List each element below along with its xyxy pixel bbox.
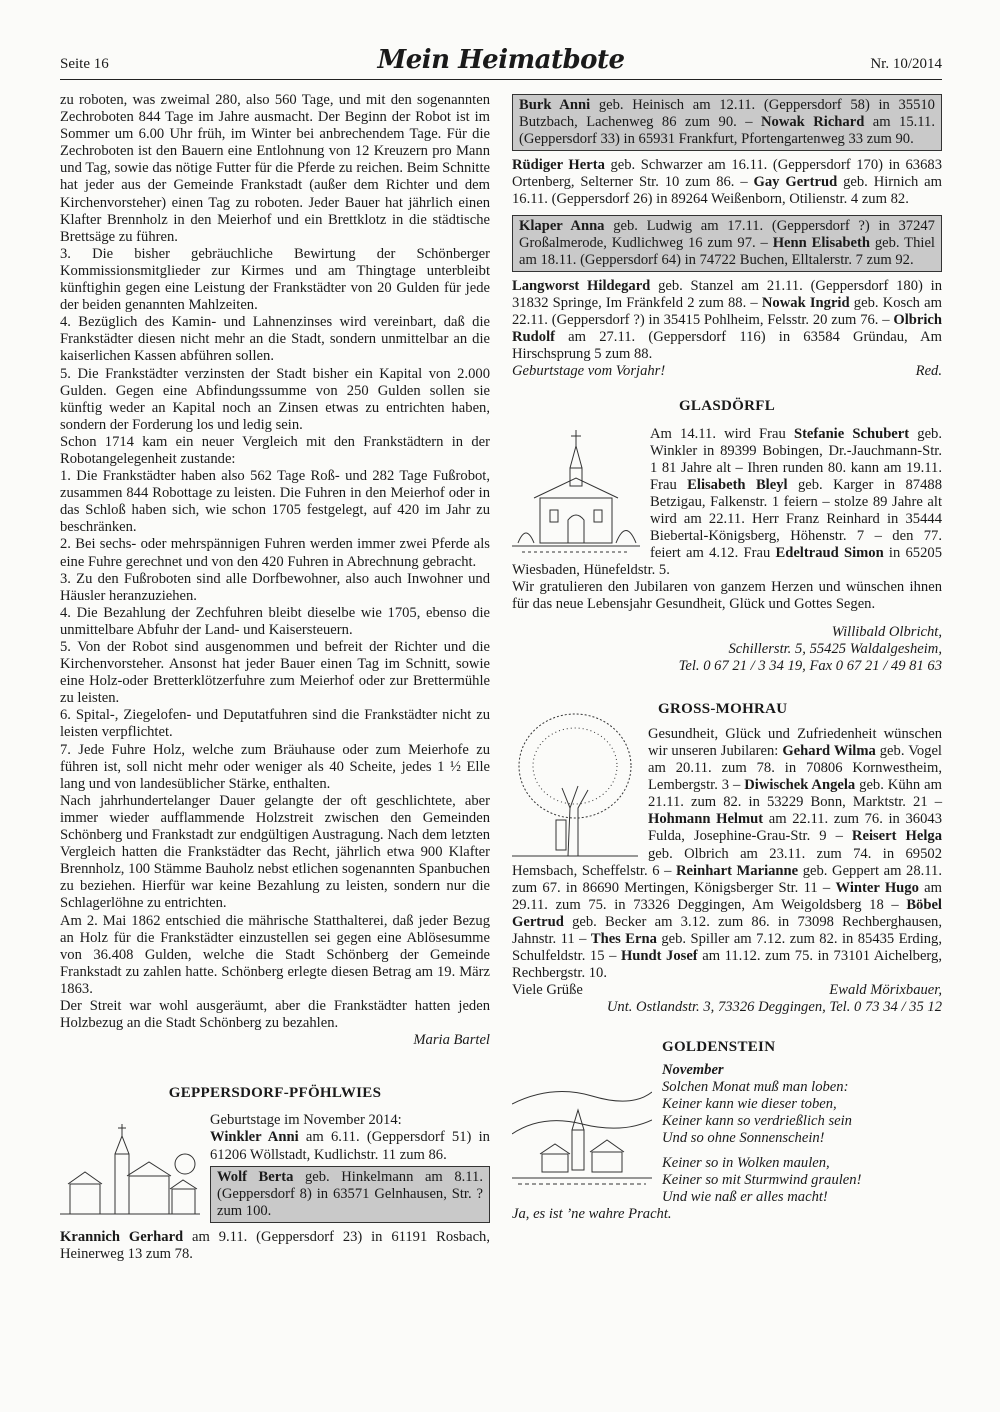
- signature-address: Unt. Ostlandstr. 3, 73326 Deggingen, Tel. 0 73 34 / 35 12: [606, 999, 942, 1016]
- paragraph: Am 2. Mai 1862 entschied die mährische Statthalterei, daß jeder Bezug an Holz für die Frankstädter einzustellen sei gegen eine Ablösesumme von 36.408 Gulden, welche die Stadt Schönberg der Gemeinde Frankstadt zu zahlen hatte. Schönberg erlegte diesen Betrag am 19. März 1863.: [60, 912, 490, 997]
- section-title-gross-mohrau: GROSS-MOHRAU: [658, 700, 788, 717]
- paragraph: 2. Bei sechs- oder mehrspännigen Fuhren werden immer zwei Pferde als eine Fuhre gerechnet und von den 420 Fuhren in Abrechnung gebracht.: [60, 536, 490, 570]
- glasdoerfl-text: Am 14.11. wird Frau Stefanie Schubert geb. Winkler in 89399 Bobingen, Dr.-Jauchmann-Str. 1 81 Jahre alt – Ihren runden 80. kann am 19.11. Frau Elisabeth Bleyl geb. Karger in 87488 Betzigau, Falkenstr. 1 feiern – stolze 89 Jahre alt wird am 22.11. Herr Franz Reinhard in 35444 Biebertal-Königsberg, Höhenstr. 7 – den 77. feiert am 4.12. Frau Edeltraud Simon in 65205 Wiesbaden, Hünefeldstr. 5.: [512, 425, 942, 579]
- poem-line: Ja, es ist ’ne wahre Pracht.: [512, 1206, 672, 1223]
- left-column: [60, 92, 490, 1263]
- jubilar-name: Nowak Richard: [761, 114, 865, 131]
- author-signature: Maria Bartel: [413, 1032, 490, 1049]
- jubilar-name: Rüdiger Herta: [512, 157, 605, 174]
- paragraph: Der Streit war wohl ausgeräumt, aber die Frankstädter hatten jeden Holzbezug an die Stadt Schönberg zu bezahlen.: [60, 997, 490, 1032]
- paragraph: Schon 1714 kam ein neuer Vergleich mit den Frankstädtern in der Robotangelegenheit zustande:: [60, 433, 490, 467]
- paragraph: 5. Die Frankstädter verzinsten der Stadt bisher ein Kapital von 2.000 Gulden. Gegen eine Abfindungssumme von 250 Gulden sollen sie künftig weder an Kapital noch an Zinsen etwas zu entrichten haben, sondern der Forderung los und ledig sein.: [60, 365, 490, 433]
- tree-illustration: [512, 708, 638, 858]
- village-church-illustration: [60, 1114, 200, 1224]
- poem-line: Und wie naß er alles macht!: [662, 1189, 828, 1206]
- section-title-geppersdorf: GEPPERSDORF-PFÖHLWIES: [168, 1085, 382, 1102]
- jubilar-name: Hundt Josef: [620, 948, 698, 965]
- paragraph: 4. Bezüglich des Kamin- und Lahnenzinses wird vereinbart, daß die Frankstädter diesen nicht mehr an die Stadt, sondern unmittelbar an die kaiserlichen Kassen abführen sollen.: [60, 314, 490, 365]
- poem-line: Und so ohne Sonnenschein!: [662, 1129, 825, 1146]
- entry-ruediger: Rüdiger Herta geb. Schwarzer am 16.11. (Geppersdorf 170) in 63683 Ortenberg, Selterner Str. 10 zum 86. – Gay Gertrud geb. Hirnich am 16.11. (Geppersdorf 26) in 89264 Weißenborn, Otilienstr. 4 zum 82.: [512, 157, 942, 208]
- jubilar-name: Edeltraud Simon: [775, 545, 884, 562]
- poem-line: Keiner kann so verdrießlich sein: [662, 1112, 852, 1129]
- highlight-box-burk: Burk Anni geb. Heinisch am 12.11. (Geppersdorf 58) in 35510 Butzbach, Lachenweg 86 zum 90. – Nowak Richard am 15.11. (Geppersdorf 33) in 65931 Frankfurt, Pfortengartenweg 33 zum 90.: [512, 94, 942, 151]
- masthead-title: Mein Heimatbote: [377, 45, 625, 75]
- jubilar-name: Diwischek Angela: [744, 777, 856, 794]
- jubilar-name: Krannich Gerhard: [60, 1228, 184, 1245]
- paragraph: 3. Die bisher gebräuchliche Bewirtung der Schönberger Kommissionsmitglieder zur Kirmes und am Thingtage unterbleibt künftighin gegen eine Leistung der Frankstädter von 20 Gulden für jede der beiden genannten Mahlzeiten.: [60, 245, 490, 314]
- signature-line: Willibald Olbricht,: [831, 623, 942, 640]
- paragraph: 6. Spital-, Ziegelofen- und Deputatfuhren sind die Frankstädter nicht zu leisten verpflichtet.: [60, 707, 490, 741]
- page-header: [60, 40, 942, 80]
- signature-phone: Tel. 0 67 21 / 3 34 19, Fax 0 67 21 / 49 81 63: [678, 657, 942, 674]
- paragraph: 7. Jede Fuhre Holz, welche zum Bräuhause oder zum Meierhofe zu führen ist, soll nicht mehr oder weniger als 40 Scheite, jedes 1 ½ Elle lang und von landesüblicher Stärke, enthalten.: [60, 741, 490, 792]
- signature-address: Schillerstr. 5, 55425 Waldalgesheim,: [728, 640, 942, 657]
- geppersdorf-block: [60, 1112, 490, 1263]
- chapel-illustration: [512, 428, 640, 556]
- jubilar-name: Reinhart Marianne: [676, 862, 799, 879]
- jubilar-name: Olbrich Rudolf: [512, 312, 942, 346]
- jubilar-name: Wolf Berta: [217, 1168, 294, 1185]
- poem-line: Keiner so mit Sturmwind graulen!: [662, 1172, 862, 1189]
- jubilar-name: Gehard Wilma: [782, 743, 876, 759]
- entry-langworst: Langworst Hildegard geb. Stanzel am 21.11. (Geppersdorf 180) in 31832 Springe, Im Fränkfeld 2 zum 88. – Nowak Ingrid geb. Kosch am 22.11. (Geppersdorf ?) in 35415 Pohlheim, Felsstr. 20 zum 76. – Olbrich Rudolf am 27.11. (Geppersdorf 116) in 63584 Gründau, Am Hirschsprung 5 zum 88.: [512, 277, 943, 363]
- jubilar-name: Henn Elisabeth: [772, 234, 870, 251]
- jubilar-name: Elisabeth Bleyl: [687, 476, 788, 493]
- editor-mark: Red.: [915, 363, 942, 380]
- jubilar-name: Thes Erna: [590, 931, 657, 948]
- issue-number: Nr. 10/2014: [870, 56, 942, 72]
- highlight-box-wolf: Wolf Berta geb. Hinkelmann am 8.11. (Geppersdorf 8) in 63571 Gelnhausen, Str. ? zum 100.: [210, 1166, 490, 1223]
- goldenstein-block: [512, 1062, 942, 1232]
- poem-line: Keiner so in Wolken maulen,: [662, 1155, 830, 1172]
- paragraph: 1. Die Frankstädter haben also 562 Tage Roß- und 282 Tage Fußrobot, zusammen 844 Robottage zu leisten. Die Fuhren in den Meierhof oder in das Schloß haben sich, wie schon 1705 festgelegt, auf 420 im Jahr zu beschränken.: [60, 468, 490, 536]
- vorjahr-note: Geburtstage vom Vorjahr!: [512, 363, 666, 380]
- poem-line: Keiner kann wie dieser toben,: [662, 1095, 837, 1112]
- paragraph: zu roboten, was zweimal 280, also 560 Tage, und mit den sogenannten Zechroboten 844 Tage im Jahre ausmacht. Der Beginn der Robot ist im Sommer um 6.00 Uhr früh, im Winter bei anbrechendem Tage. Für die Zechroboten ist den Bauern eine Entlohnung von 12 Kreuzern pro Mann und Tag, sowie das nötige Futter für die Pferde zu reichen. Beim Schnitte hat jeder aus der Gemeinde Frankstadt (außer dem Richter und dem Kirchenvorsteher) einen Tag zu roboten. Jeder Bauer hat jährlich einen Klafter Brennholz in den Meierhof und ein Brettklotz in die städtische Brettsäge zu führen.: [60, 92, 490, 245]
- jubilar-name: Reisert Helga: [851, 828, 942, 845]
- glasdoerfl-block: [512, 426, 942, 580]
- jubilar-name: Burk Anni: [519, 97, 591, 113]
- jubilar-name: Winkler Anni: [210, 1129, 299, 1146]
- jubilar-name: Böbel Gertrud: [512, 896, 942, 930]
- paragraph: 4. Die Bezahlung der Zechfuhren bleibt dieselbe wie 1705, ebenso die unmittelbare Abfuhr der Land- und Kaisersteuern.: [60, 604, 490, 638]
- section-title-glasdoerfl: GLASDÖRFL: [678, 398, 776, 415]
- jubilar-name: Hohmann Helmut: [648, 811, 764, 828]
- gepp-intro: Geburtstage im November 2014:: [210, 1112, 402, 1129]
- paragraph: 5. Von der Robot sind ausgenommen und befreit der Richter und die Kirchenvorsteher. Ansonst hat jeder Bauer einen Tag im Schnitt, sowie eine Holz-oder Bretterklötzerfuhre zum Meierhof oder zur Brettermühle zu leisten.: [60, 639, 490, 707]
- jubilar-name: Gay Gertrud: [753, 174, 838, 191]
- greeting-line: [512, 982, 942, 999]
- jubilar-name: Langworst Hildegard: [512, 277, 651, 294]
- paragraph: 3. Zu den Fußroboten sind alle Dorfbewohner, also auch Inwohner und Häusler heranzuziehen.: [60, 570, 490, 604]
- poem-title: November: [662, 1061, 724, 1078]
- paragraph: Nach jahrhundertelanger Dauer gelangte der oft geschlichtete, aber immer wieder aufflammende Holzstreit zwischen den Gemeinden Schönberg und Frankstadt zur endgültigen Austragung. Nach dem letzten Vergleich hatten die Frankstädter das Recht, jährlich etwa 900 Klafter Brennholz, 100 Stämme Bauholz nebst etlichen sogenannten Spanbuchen zu beziehen. Hierfür war keine Bezahlung zu leisten, sondern nur die Schlagerlöhne zu entrichten.: [60, 792, 490, 912]
- gepp-entry-winkler: Winkler Anni am 6.11. (Geppersdorf 51) in 61206 Wöllstadt, Kudlichstr. 11 zum 86.: [210, 1129, 490, 1163]
- jubilar-name: Klaper Anna: [519, 217, 605, 234]
- jubilar-name: Stefanie Schubert: [793, 425, 910, 442]
- page-number: Seite 16: [60, 56, 109, 72]
- gepp-entry-krannich: Krannich Gerhard am 9.11. (Geppersdorf 23) in 61191 Rosbach, Heinerweg 13 zum 78.: [60, 1228, 491, 1262]
- greeting: Viele Grüße: [512, 982, 583, 999]
- glasdoerfl-wish: Wir gratulieren den Jubilaren von ganzem Herzen und wünschen ihnen für das neue Lebensjahr Gesundheit, Glück und Gottes Segen.: [512, 579, 942, 613]
- section-title-goldenstein: GOLDENSTEIN: [662, 1038, 776, 1055]
- landscape-illustration: [512, 1074, 652, 1192]
- right-column: [512, 92, 942, 1231]
- signature-line: Ewald Mörixbauer,: [829, 982, 942, 999]
- gross-mohrau-block: [512, 726, 942, 982]
- highlight-box-klaper: Klaper Anna geb. Ludwig am 17.11. (Geppersdorf ?) in 37247 Großalmerode, Kudlichweg 16 zum 97. – Henn Elisabeth geb. Thiel am 18.11. (Geppersdorf 64) in 74722 Buchen, Elltalerstr. 7 zum 92.: [512, 215, 942, 272]
- poem-line: Solchen Monat muß man loben:: [662, 1078, 849, 1095]
- jubilar-name: Nowak Ingrid: [761, 294, 850, 311]
- vorjahr-line: [512, 363, 942, 380]
- gross-mohrau-text: Gesundheit, Glück und Zufriedenheit wünschen wir unseren Jubilaren: Gehard Wilma geb. Vogel am 20.11. zum 78. in 70806 Kornwestheim, Lembergstr. 3 – Diwischek Angela geb. Kühn am 21.11. zum 82. in 53229 Bonn, Marktstr. 21 – Hohmann Helmut am 22.11. zum 76. in 36043 Fulda, Josephine-Grau-Str. 9 – Reisert Helga geb. Olbrich am 23.11. zum 74. in 69502 Hemsbach, Scheffelstr. 6 – Reinhart Marianne geb. Geppert am 28.11. zum 67. in 86690 Mertingen, Königsberger Str. 11 – Winter Hugo am 29.11. zum 75. in 73326 Deggingen, Am Weigoldsberg 18 – Böbel Gertrud geb. Becker am 3.12. zum 86. in 73098 Rechberghausen, Jahnstr. 11 – Thes Erna geb. Spiller am 7.12. zum 82. in 85435 Erding, Schulfeldstr. 15 – Hundt Josef am 11.12. zum 75. in 73101 Aichelberg, Rechbergstr. 10.: [512, 725, 943, 982]
- jubilar-name: Winter Hugo: [835, 879, 919, 896]
